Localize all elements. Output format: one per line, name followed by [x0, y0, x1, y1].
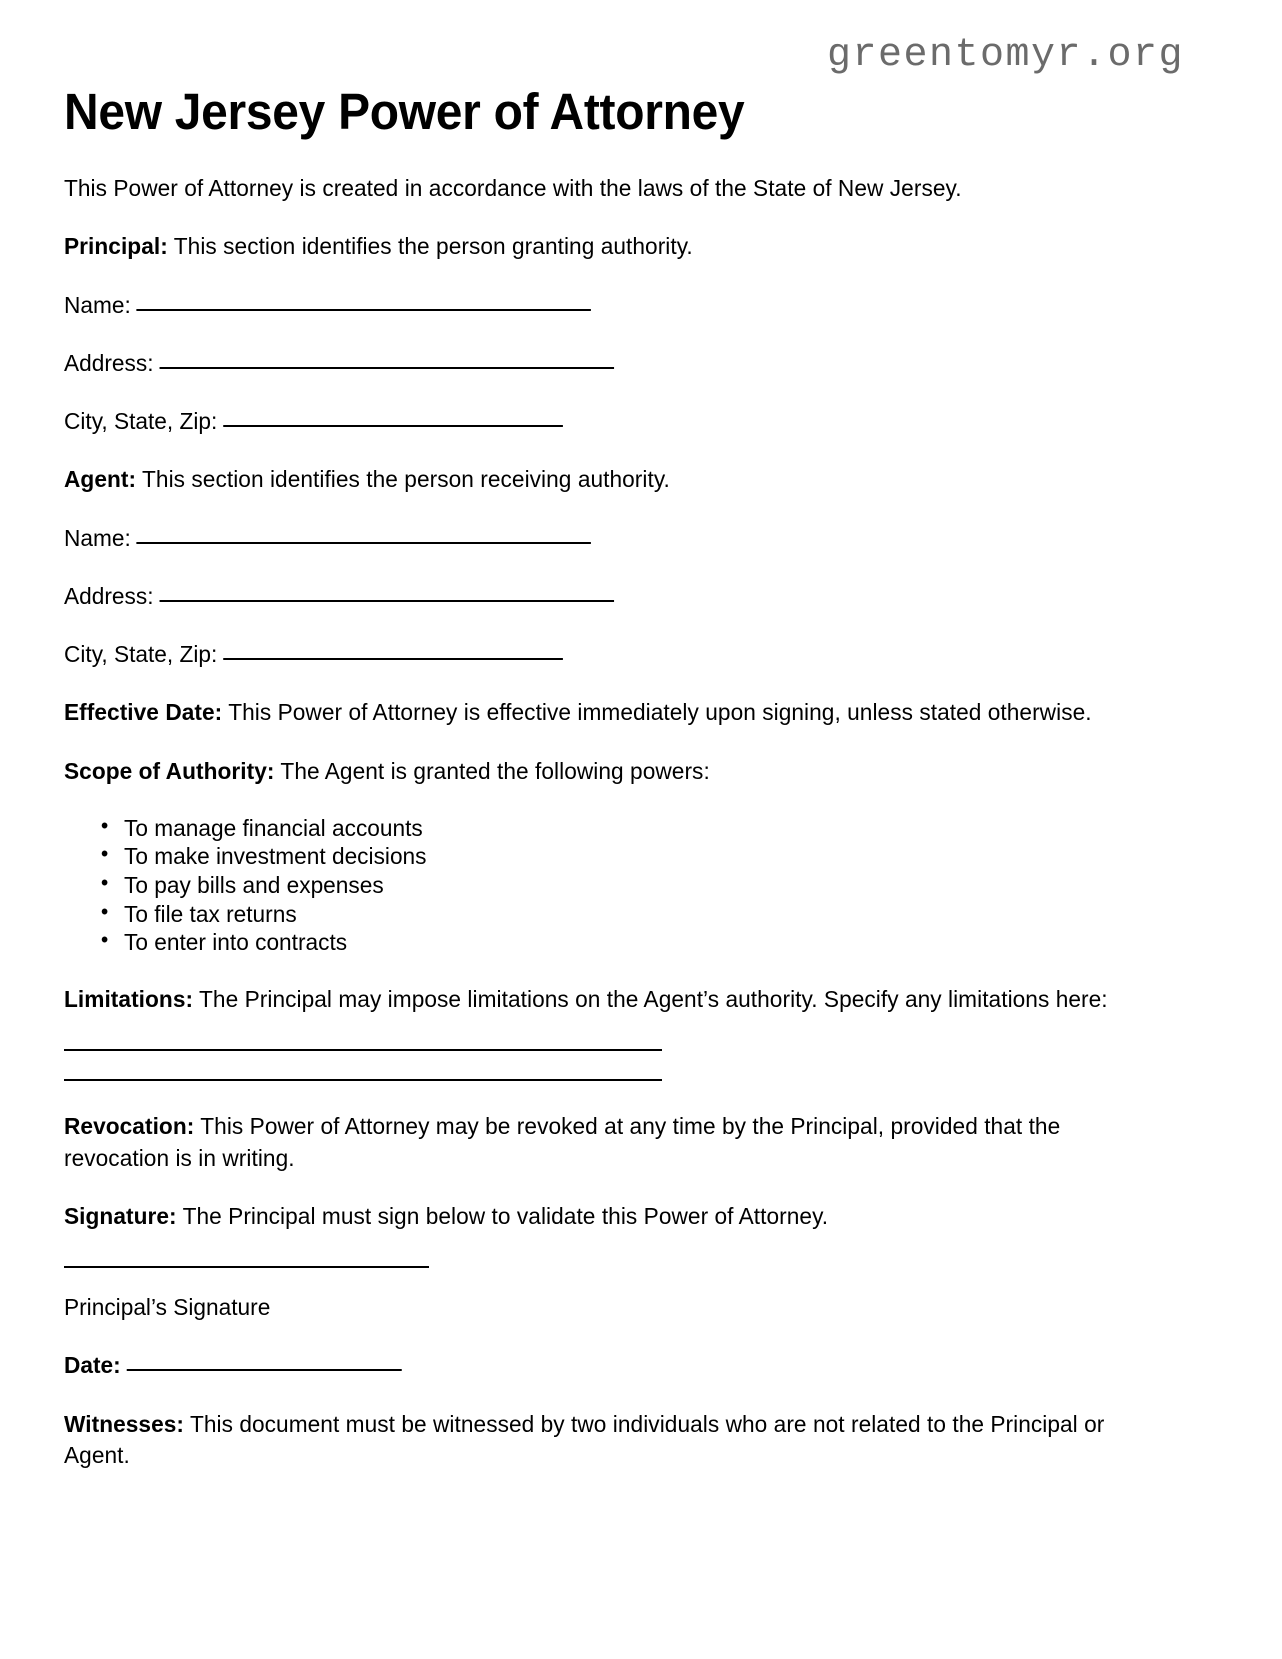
scope-of-authority-text: The Agent is granted the following powers:: [274, 757, 710, 784]
agent-name-row: [64, 523, 1145, 554]
site-watermark: greentomyr.org: [826, 33, 1184, 78]
bullet-icon: •: [100, 812, 109, 838]
limitations-text: The Principal may impose limitations on the Agent’s authority. Specify any limitations here:: [193, 986, 1108, 1013]
agent-citystatezip-input[interactable]: [223, 658, 563, 660]
scope-of-authority-label: Scope of Authority:: [64, 757, 275, 784]
effective-date-label: Effective Date:: [64, 699, 223, 726]
signature-text: The Principal must sign below to validate this Power of Attorney.: [176, 1202, 829, 1229]
bullet-icon: •: [100, 927, 109, 953]
agent-label: Agent:: [64, 466, 137, 493]
page-title: New Jersey Power of Attorney: [64, 83, 745, 140]
scope-of-authority-paragraph: [64, 756, 1145, 787]
agent-name-input[interactable]: [137, 542, 592, 544]
principal-citystatezip-input[interactable]: [223, 425, 563, 427]
principal-address-label: Address:: [64, 349, 154, 376]
document-body: [64, 84, 1184, 1498]
bullet-icon: •: [100, 898, 109, 924]
effective-date-text: This Power of Attorney is effective immediately upon signing, unless stated otherwise.: [222, 699, 1092, 726]
revocation-label: Revocation:: [64, 1113, 195, 1140]
effective-date-paragraph: [64, 697, 1145, 728]
principal-description: This section identifies the person granting authority.: [167, 233, 693, 260]
witnesses-label: Witnesses:: [64, 1410, 185, 1437]
agent-citystatezip-row: [64, 639, 1145, 670]
powers-list: [64, 814, 1184, 957]
agent-address-label: Address:: [64, 582, 154, 609]
agent-description: This section identifies the person receiving authority.: [136, 466, 670, 493]
signature-paragraph: [64, 1201, 1145, 1232]
principal-heading: [64, 231, 1145, 262]
witnesses-paragraph: [64, 1409, 1145, 1472]
limitations-label: Limitations:: [64, 986, 194, 1013]
principal-name-input[interactable]: [137, 309, 592, 311]
limitations-paragraph: [64, 984, 1145, 1015]
principal-address-row: [64, 348, 1145, 379]
list-item: [100, 812, 1147, 843]
date-input[interactable]: [126, 1369, 401, 1371]
limitations-blank-line-1[interactable]: [64, 1049, 662, 1051]
agent-citystatezip-label: City, State, Zip:: [64, 641, 218, 668]
agent-heading: [64, 464, 1145, 495]
revocation-paragraph: [64, 1111, 1145, 1174]
power-label: To file tax returns: [124, 900, 297, 927]
agent-address-input[interactable]: [159, 600, 614, 602]
power-label: To manage financial accounts: [124, 814, 423, 841]
list-item: [100, 870, 1147, 900]
signature-label: Signature:: [64, 1202, 177, 1229]
agent-address-row: [64, 581, 1145, 612]
revocation-text: This Power of Attorney may be revoked at any time by the Principal, provided that the revocation is in writing.: [64, 1113, 1061, 1171]
signature-blank-line[interactable]: [64, 1266, 429, 1268]
power-label: To enter into contracts: [124, 929, 348, 956]
date-label: Date:: [64, 1352, 121, 1379]
list-item: [100, 898, 1147, 929]
principal-citystatezip-label: City, State, Zip:: [64, 408, 218, 435]
principal-citystatezip-row: [64, 406, 1145, 437]
principal-address-input[interactable]: [159, 367, 614, 369]
power-label: To pay bills and expenses: [124, 872, 384, 899]
date-row: [64, 1350, 1145, 1381]
intro-paragraph: [64, 173, 1145, 204]
power-label: To make investment decisions: [124, 843, 427, 870]
list-item: [100, 841, 1147, 871]
witnesses-text: This document must be witnessed by two individuals who are not related to the Principal or Agent.: [64, 1410, 1105, 1468]
list-item: [100, 927, 1147, 957]
bullet-icon: •: [100, 841, 109, 867]
limitations-blank-line-2[interactable]: [64, 1079, 662, 1081]
principal-name-label: Name:: [64, 291, 131, 318]
principal-name-row: [64, 290, 1145, 321]
principal-label: Principal:: [64, 233, 168, 260]
intro-text: This Power of Attorney is created in accordance with the laws of the State of New Jersey.: [64, 175, 962, 202]
signature-caption: Principal’s Signature: [64, 1294, 271, 1321]
agent-name-label: Name:: [64, 524, 131, 551]
bullet-icon: •: [100, 870, 109, 896]
